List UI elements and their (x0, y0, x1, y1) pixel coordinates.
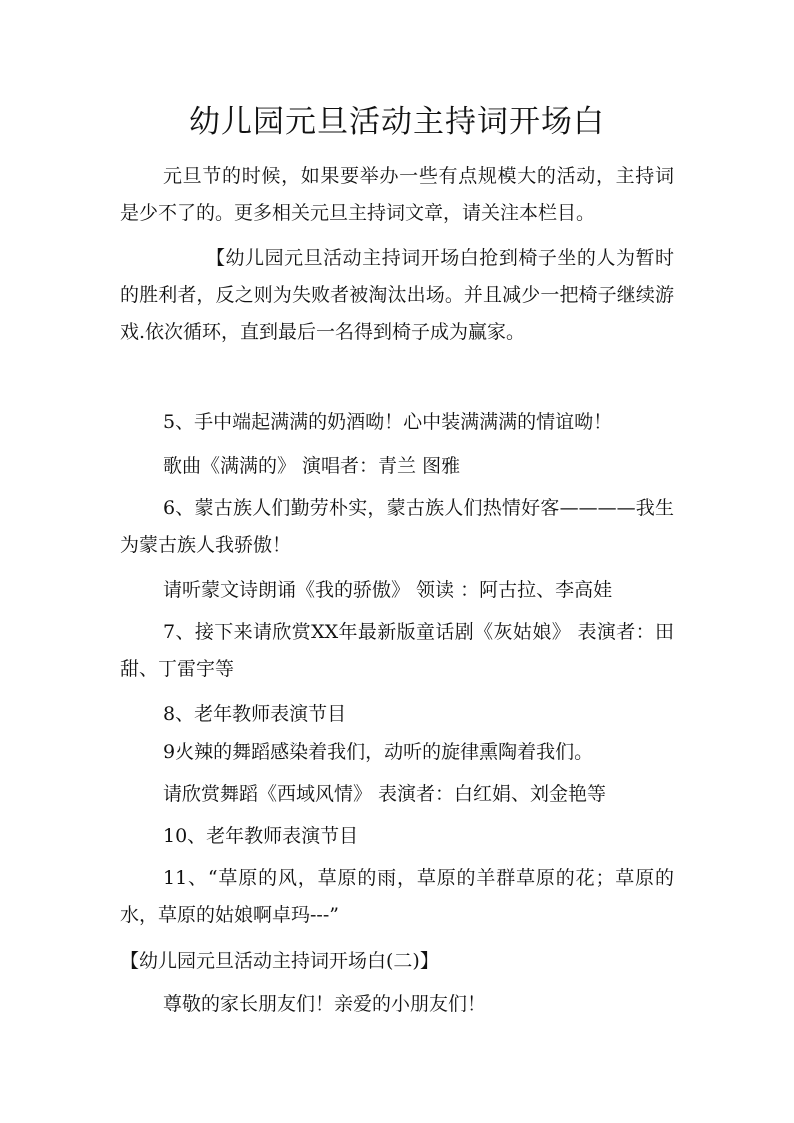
paragraph-game-rules: 【幼儿园元旦活动主持词开场白抢到椅子坐的人为暂时的胜利者，反之则为失败者被淘汰出场。并且减少一把椅子继续游戏.依次循环，直到最后一名得到椅子成为赢家。 (120, 247, 674, 343)
paragraph-dance-credit: 请欣赏舞蹈《西域风情》 表演者：白红娟、刘金艳等 (163, 783, 607, 805)
section-heading-part-two: 【幼儿园元旦活动主持词开场白(二)】 (120, 950, 439, 972)
paragraph-item-7: 7、接下来请欣赏XX年最新版童话剧《灰姑娘》 表演者：田甜、丁雷宇等 (120, 621, 674, 680)
paragraph-intro: 元旦节的时候，如果要举办一些有点规模大的活动，主持词是少不了的。更多相关元旦主持词文章，请关注本栏目。 (120, 165, 674, 224)
paragraph-song-credit: 歌曲《满满的》 演唱者：青兰 图雅 (163, 455, 461, 477)
paragraph-item-6: 6、蒙古族人们勤劳朴实，蒙古族人们热情好客————我生为蒙古族人我骄傲！ (120, 497, 674, 556)
paragraph-item-5: 5、手中端起满满的奶酒呦！心中装满满满的情谊呦！ (163, 411, 613, 433)
paragraph-greeting: 尊敬的家长朋友们！亲爱的小朋友们！ (163, 993, 487, 1015)
paragraph-item-10: 10、老年教师表演节目 (163, 825, 359, 847)
document-title: 幼儿园元旦活动主持词开场白 (189, 104, 605, 140)
paragraph-item-11: 11、“草原的风，草原的雨，草原的羊群草原的花；草原的水，草原的姑娘啊卓玛---” (120, 867, 674, 926)
paragraph-item-9: 9火辣的舞蹈感染着我们，动听的旋律熏陶着我们。 (163, 741, 594, 763)
paragraph-recital-credit: 请听蒙文诗朗诵《我的骄傲》 领读 ：阿古拉、李高娃 (163, 579, 613, 601)
paragraph-item-8: 8、老年教师表演节目 (163, 703, 347, 725)
